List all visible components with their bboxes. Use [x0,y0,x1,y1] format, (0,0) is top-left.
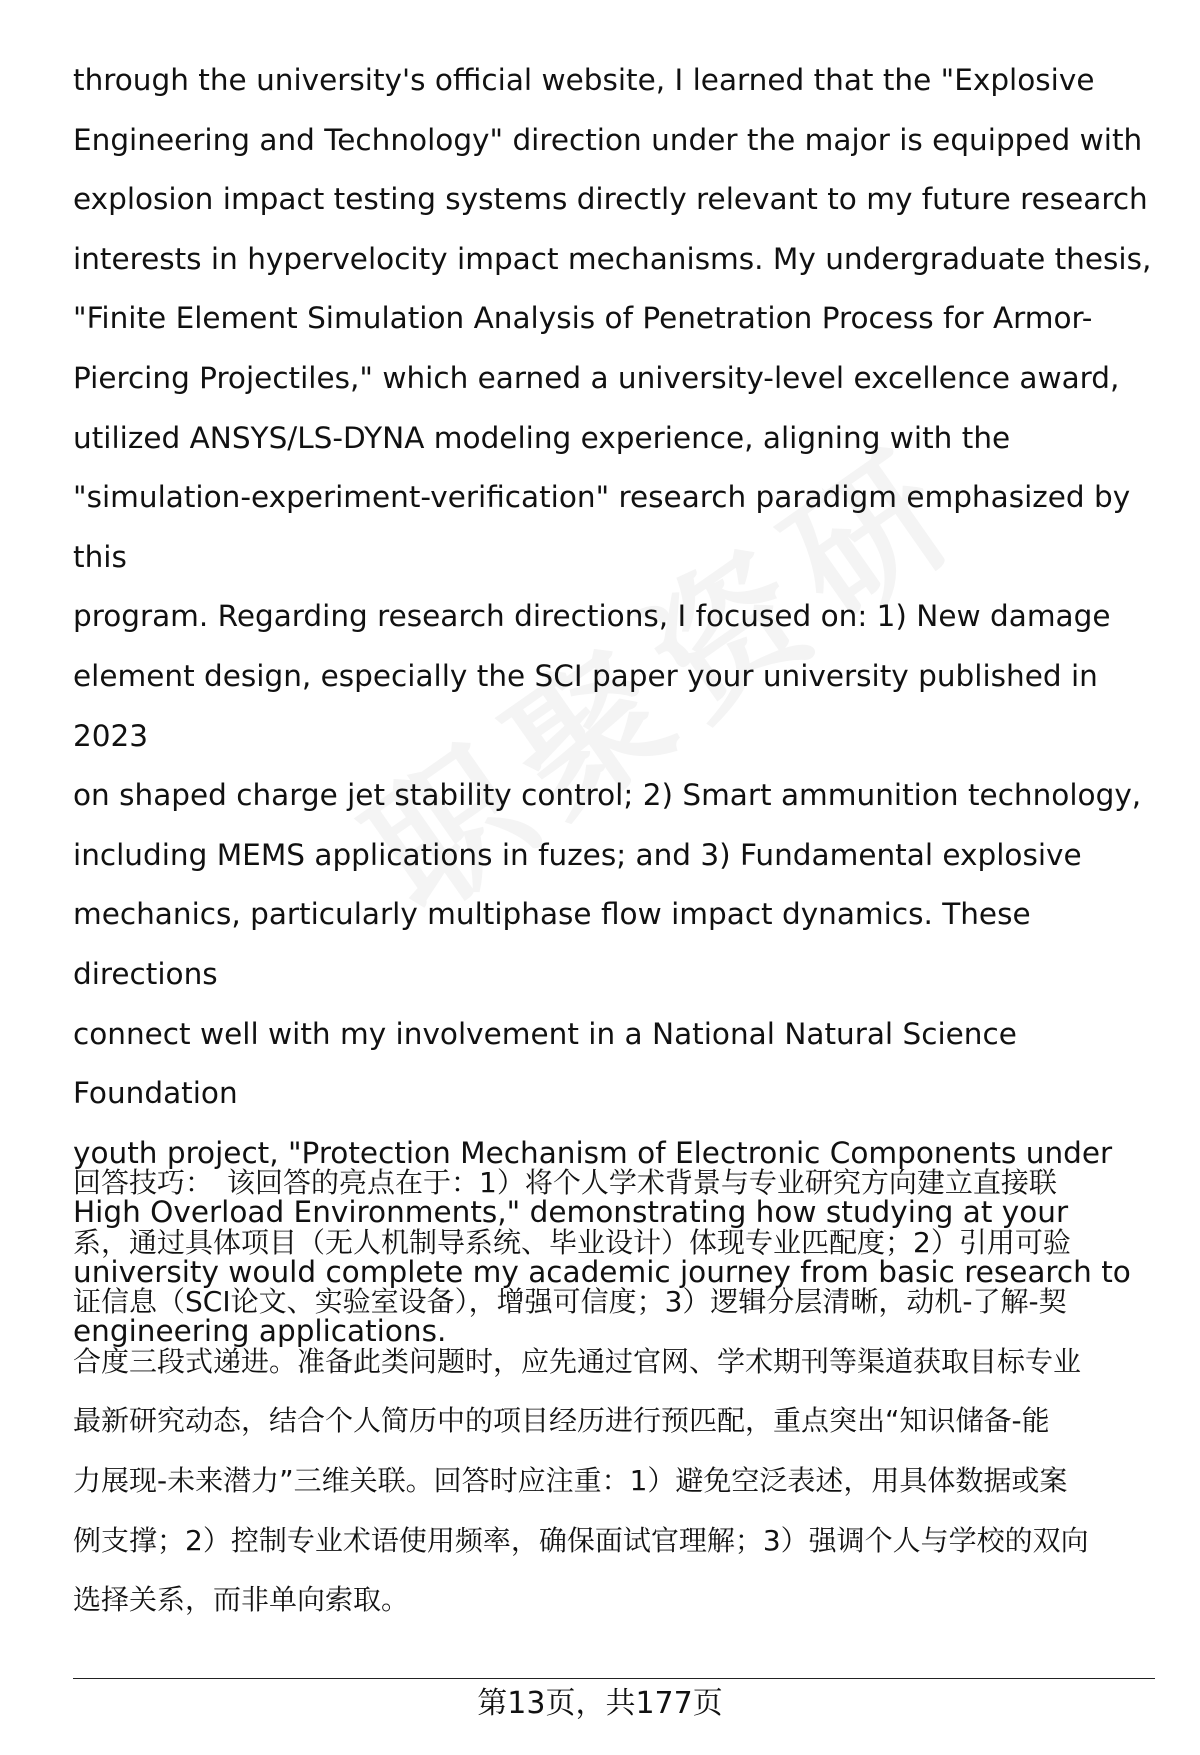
answer-tips [73,1153,1148,1630]
body-line: "Finite Element Simulation Analysis of Penetration Process for Armor- [73,301,1093,336]
tips-line: 合度三段式递进。准备此类问题时，应先通过官网、学术期刊等渠道获取目标专业 [73,1344,1082,1378]
body-line: including MEMS applications in fuzes; and 3) Fundamental explosive [73,837,1082,872]
body-line: interests in hypervelocity impact mechanisms. My undergraduate thesis, [73,241,1152,276]
body-line: element design, especially the SCI paper your university published in 2023 [73,658,1098,753]
tips-line: 选择关系，而非单向索取。 [73,1583,410,1617]
tips-line: 最新研究动态，结合个人简历中的项目经历进行预匹配，重点突出“知识储备-能 [73,1404,1050,1438]
body-line: Piercing Projectiles," which earned a university-level excellence award, [73,360,1120,395]
body-line: through the university's official website, I learned that the "Explosive [73,63,1095,97]
body-line: mechanics, particularly multiphase flow impact dynamics. These directions [73,897,1031,991]
body-line: program. Regarding research directions, I focused on: 1) New damage [73,599,1111,634]
footer-divider [73,1678,1155,1679]
tips-line: 力展现-未来潜力”三维关联。回答时应注重：1）避免空泛表述，用具体数据或案 [73,1463,1068,1497]
tips-line: 系，通过具体项目（无人机制导系统、毕业设计）体现专业匹配度；2）引用可验 [73,1225,1071,1259]
page-number: 第13页，共177页 [477,1686,723,1721]
tips-line-text: 该回答的亮点在于：1）将个人学术背景与专业研究方向建立直接联 [227,1166,1057,1199]
body-line: university would complete my academic journey from basic research to [73,1254,1131,1289]
body-line: youth project, "Protection Mechanism of Electronic Components under [73,1135,1113,1170]
tips-label: 回答技巧： [73,1166,214,1199]
body-line: on shaped charge jet stability control; 2) Smart ammunition technology, [73,778,1142,813]
body-line: connect well with my involvement in a National Natural Science Foundation [73,1016,1017,1111]
body-line: utilized ANSYS/LS-DYNA modeling experience, aligning with the [73,420,1011,455]
tips-line: 证信息（SCI论文、实验室设备），增强可信度；3）逻辑分层清晰，动机-了解-契 [73,1285,1067,1319]
body-line: Engineering and Technology" direction under the major is equipped with [73,122,1143,157]
tips-line: 例支撑；2）控制专业术语使用频率，确保面试官理解；3）强调个人与学校的双向 [73,1523,1089,1557]
body-line: explosion impact testing systems directly relevant to my future research [73,182,1148,217]
body-line: "simulation-experiment-verification" research paradigm emphasized by this [73,480,1131,574]
body-line: High Overload Environments," demonstrating how studying at your [73,1195,1069,1230]
tips-line [73,1153,1148,1213]
body-line: engineering applications. [73,1314,447,1349]
